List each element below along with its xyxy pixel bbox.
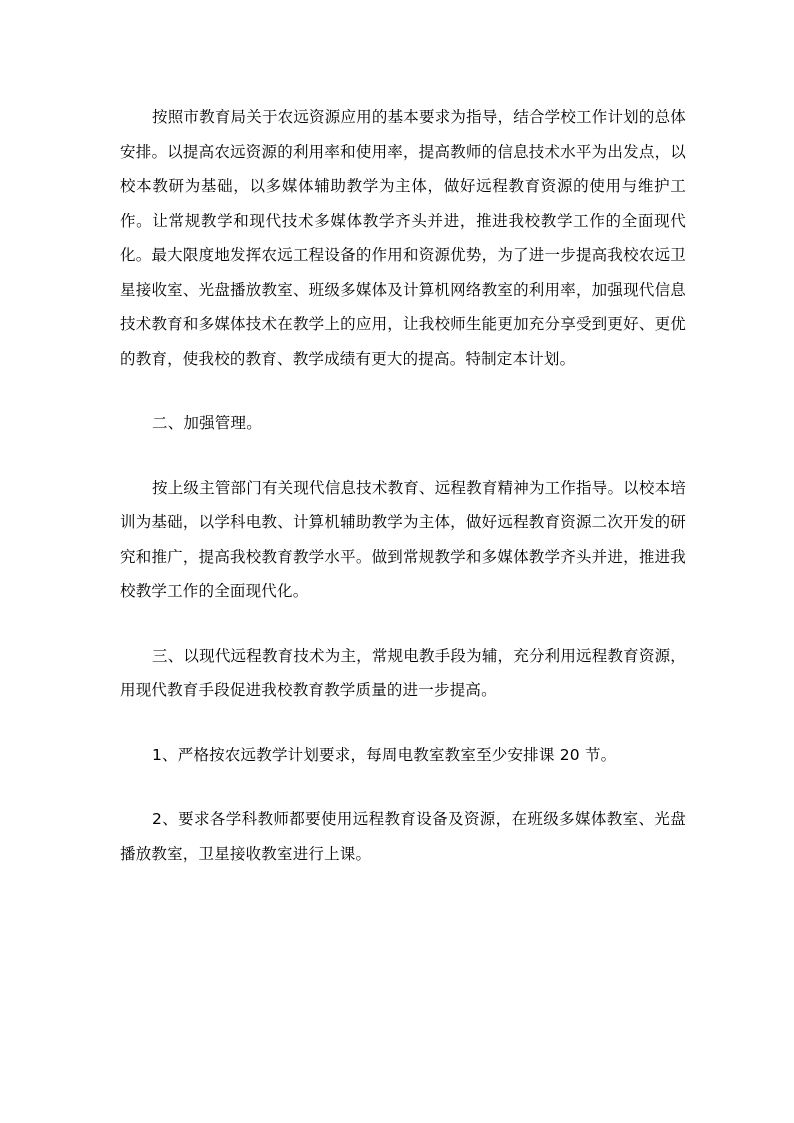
document-body [120, 100, 686, 871]
section-heading-modern-education: 三、以现代远程教育技术为主，常规电教手段为辅，充分利用远程教育资源，用现代教育手段促进我校教育教学质量的进一步提高。 [120, 646, 686, 699]
list-item-2: 2、要求各学科教师都要使用远程教育设备及资源，在班级多媒体教室、光盘播放教室，卫星接收教室进行上课。 [120, 810, 686, 863]
paragraph-management-guidance: 按上级主管部门有关现代信息技术教育、远程教育精神为工作指导。以校本培训为基础，以学科电教、计算机辅助教学为主体，做好远程教育资源二次开发的研究和推广，提高我校教育教学水平。做到常规教学和多媒体教学齐头并进，推进我校教学工作的全面现代化。 [120, 478, 686, 600]
section-heading-strengthen-management: 二、加强管理。 [152, 414, 262, 432]
list-item-1: 1、严格按农远教学计划要求，每周电教室教室至少安排课 20 节。 [152, 745, 617, 764]
paragraph-intro: 按照市教育局关于农远资源应用的基本要求为指导，结合学校工作计划的总体安排。以提高农远资源的利用率和使用率，提高教师的信息技术水平为出发点，以校本教研为基础，以多媒体辅助教学为主体，做好远程教育资源的使用与维护工作。让常规教学和现代技术多媒体教学齐头并进，推进我校教学工作的全面现代化。最大限度地发挥农远工程设备的作用和资源优势，为了进一步提高我校农远卫星接收室、光盘播放教室、班级多媒体及计算机网络教室的利用率，加强现代信息技术教育和多媒体技术在教学上的应用，让我校师生能更加充分享受到更好、更优的教育，使我校的教育、教学成绩有更大的提高。特制定本计划。 [120, 108, 686, 368]
